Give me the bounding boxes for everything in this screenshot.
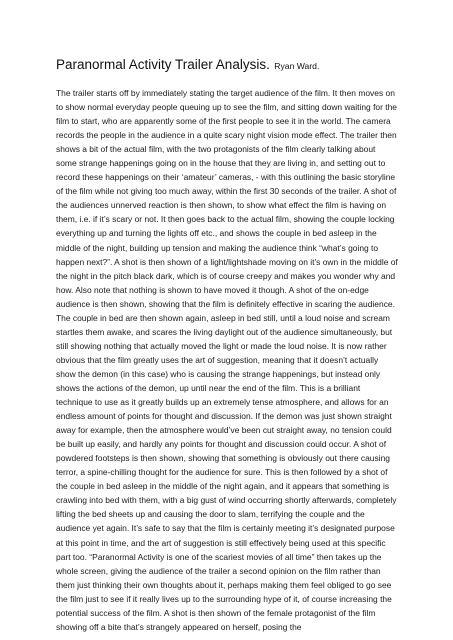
document-title: Paranormal Activity Trailer Analysis. [56,57,270,72]
title-line [56,56,398,75]
document-author: Ryan Ward. [274,61,320,71]
body-paragraph: The trailer starts off by immediately stating the target audience of the film. It then moves on to show normal everyday people queuing up to see the film, and sitting down waiting for the film to start, who are apparently some of the first people to see it in the world. The camera records the people in the audience in a quite scary night vision mode effect. The trailer then shows a bit of the actual film, with the two protagonists of the film clearly talking about some strange happenings going on in the house that they are living in, and setting out to record these happenings on their ‘amateur’ cameras, - with this outlining the basic storyline of the film while not giving too much away, within the first 30 seconds of the trailer. A shot of the audiences unnerved reaction is then shown, to show what effect the film is having on them, i.e. if it’s scary or not. It then goes back to the actual film, showing the couple locking everything up and turning the lights off etc., and shows the couple in bed asleep in the middle of the night, building up tension and making the audience think “what’s going to happen next?”. A shot is then shown of a light/lightshade moving on it’s own in the middle of the night in the pitch black dark, which is of course creepy and makes you wonder why and how. Also note that nothing is shown to have moved it though. A shot of the on-edge audience is then shown, showing that the film is definitely effective in scaring the audience. The couple in bed are then shown again, asleep in bed still, until a loud noise and scream startles them awake, and scares the living daylight out of the audience simultaneously, but still showing nothing that actually moved the light or made the loud noise. It is now rather obvious that the film greatly uses the art of suggestion, meaning that it doesn’t actually show the demon (in this case) who is causing the strange happenings, but instead only shows the actions of the demon, up until near the end of the film. This is a brilliant technique to use as it greatly builds up an extremely tense atmosphere, and allows for an endless amount of points for thought and discussion. If the demon was just shown straight away for example, then the atmosphere would’ve been cut straight away, no tension could be built up easily, and hardly any points for thought and discussion could occur. A shot of powdered footsteps is then shown, showing that something is obviously out there causing terror, a spine-chilling thought for the audience for sure. This is then followed by a shot of the couple in bed asleep in the middle of the night again, and it appears that something is crawling into bed with them, with a big gust of wind occurring shortly afterwards, completely lifting the bed sheets up and causing the door to slam, terrifying the couple and the audience yet again. It’s safe to say that the film is certainly meeting it’s designated purpose at this point in time, and the art of suggestion is still effectively being used at this specific part too. “Paranormal Activity is one of the scariest movies of all time” then takes up the whole screen, giving the audience of the trailer a second opinion on the film rather than them just thinking their own thoughts about it, perhaps making them feel obliged to go see the film just to see if it really lives up to the surrounding hype of it, of course increasing the potential success of the film. A shot is then shown of the female protagonist of the film showing off a bite that’s strangely appeared on herself, posing the [56,88,398,632]
